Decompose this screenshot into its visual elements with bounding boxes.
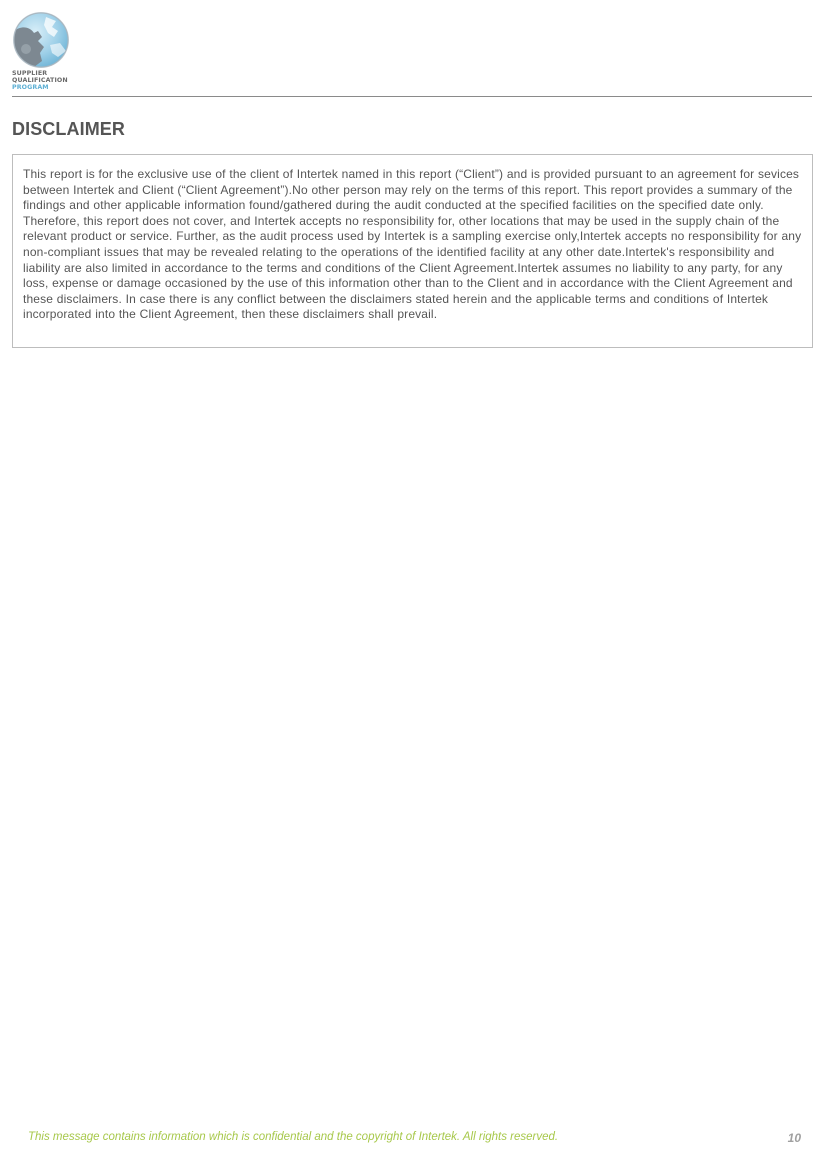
logo-text-qualification: QUALIFICATION	[12, 77, 68, 84]
logo-text-program: PROGRAM	[12, 84, 49, 91]
disclaimer-box	[12, 154, 813, 348]
globe-gear-icon	[12, 11, 70, 69]
page-header	[12, 0, 812, 97]
logo-text-supplier: SUPPLIER	[12, 70, 48, 77]
page-number: 10	[787, 1131, 801, 1145]
supplier-qualification-program-logo	[12, 11, 84, 95]
footer-confidentiality-note: This message contains information which is confidential and the copyright of Intertek. All rights reserved.	[28, 1131, 559, 1143]
section-title: DISCLAIMER	[12, 119, 125, 139]
disclaimer-text: This report is for the exclusive use of the client of Intertek named in this report (“Client”) and is provided pursuant to an agreement for sevices between Intertek and Client (“Client Agreement”).No other person may rely on the terms of this report. This report provides a summary of the findings and other applicable information found/gathered during the audit conducted at the specified facilities on the specified date only. Therefore, this report does not cover, and Intertek accepts no responsibility for, other locations that may be used in the supply chain of the relevant product or service. Further, as the audit process used by Intertek is a sampling exercise only,Intertek accepts no responsibility for any non-compliant issues that may be revealed relating to the operations of the identified facility at any other date.Intertek's responsibility and liability are also limited in accordance to the terms and conditions of the Client Agreement.Intertek assumes no liability to any party, for any loss, expense or damage occasioned by the use of this information other than to the Client and in accordance with the Client Agreement and these disclaimers. In case there is any conflict between the disclaimers stated herein and the applicable terms and conditions of Intertek incorporated into the Client Agreement, then these disclaimers shall prevail.	[23, 167, 802, 322]
